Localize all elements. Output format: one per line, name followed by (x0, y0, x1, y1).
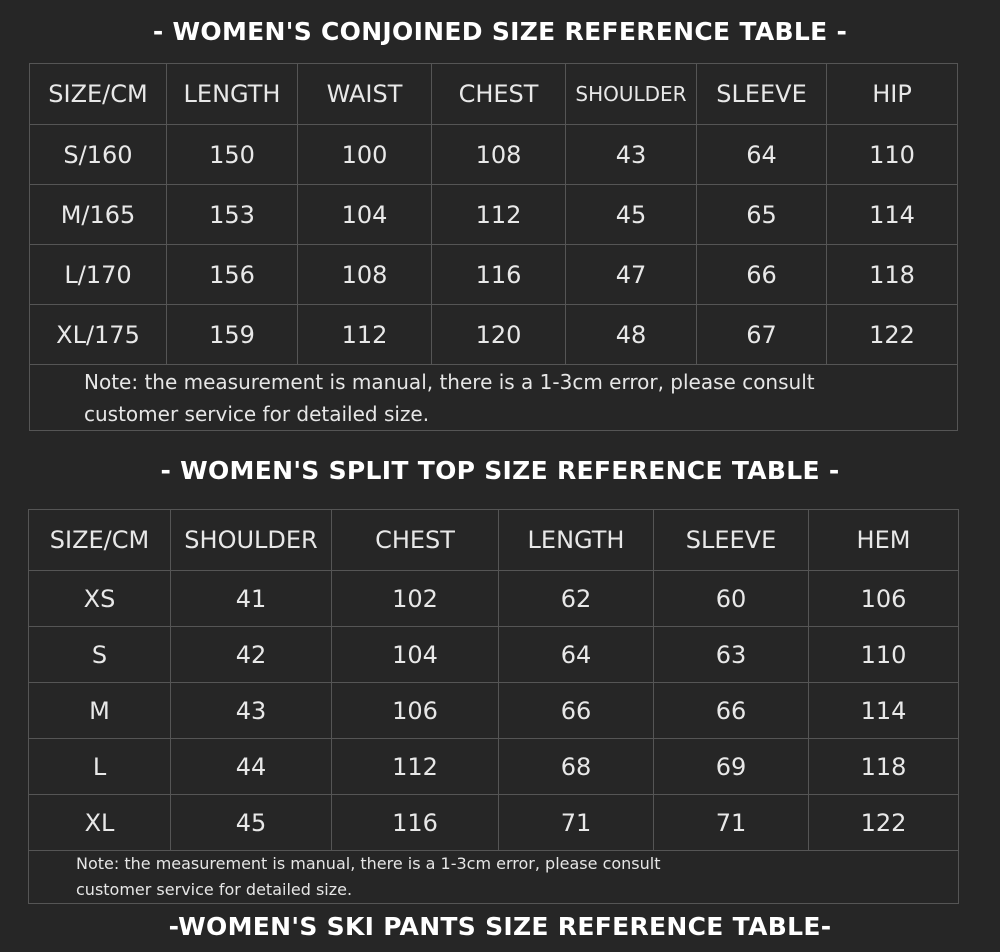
table-row (30, 185, 958, 245)
table-cell: 122 (809, 795, 959, 851)
table-cell: 63 (654, 627, 809, 683)
table-cell: 42 (171, 627, 332, 683)
table-cell: 104 (332, 627, 499, 683)
column-header: HIP (827, 64, 958, 125)
table-cell: 156 (167, 245, 298, 305)
table-cell: 106 (332, 683, 499, 739)
table-cell: 106 (809, 571, 959, 627)
table-cell: 150 (167, 125, 298, 185)
table-cell: 153 (167, 185, 298, 245)
table-row (30, 305, 958, 365)
note-line: customer service for detailed size. (76, 880, 353, 899)
column-header: SLEEVE (697, 64, 827, 125)
column-header: SLEEVE (654, 510, 809, 571)
table-cell: 47 (566, 245, 697, 305)
table-cell: L/170 (30, 245, 167, 305)
table-cell: 120 (432, 305, 566, 365)
table-cell: 64 (499, 627, 654, 683)
column-header: SIZE/CM (29, 510, 171, 571)
table-cell: 45 (171, 795, 332, 851)
measurement-note (29, 851, 959, 904)
table-cell: 116 (332, 795, 499, 851)
table-cell: 118 (809, 739, 959, 795)
table-row (29, 795, 959, 851)
table-cell: 104 (298, 185, 432, 245)
table-cell: 112 (332, 739, 499, 795)
column-header: CHEST (332, 510, 499, 571)
table-cell: 122 (827, 305, 958, 365)
table-cell: XL/175 (30, 305, 167, 365)
table-cell: 60 (654, 571, 809, 627)
split-top-table-title: - WOMEN'S SPLIT TOP SIZE REFERENCE TABLE - (160, 456, 840, 485)
table-row (29, 739, 959, 795)
table-cell: M (29, 683, 171, 739)
table-cell: 110 (809, 627, 959, 683)
column-header: CHEST (432, 64, 566, 125)
conjoined-size-table (29, 63, 958, 431)
table-row (29, 571, 959, 627)
table-row (29, 627, 959, 683)
table-header-row (30, 64, 958, 125)
note-line: Note: the measurement is manual, there is a 1-3cm error, please consult (76, 854, 661, 873)
table-cell: 68 (499, 739, 654, 795)
table-cell: 43 (171, 683, 332, 739)
table-cell: XS (29, 571, 171, 627)
conjoined-table-title: - WOMEN'S CONJOINED SIZE REFERENCE TABLE - (152, 17, 848, 46)
table-cell: 116 (432, 245, 566, 305)
table-cell: 69 (654, 739, 809, 795)
table-cell: 66 (654, 683, 809, 739)
table-cell: 67 (697, 305, 827, 365)
table-cell: 71 (654, 795, 809, 851)
table-cell: 66 (697, 245, 827, 305)
column-header: SHOULDER (171, 510, 332, 571)
table-cell: 114 (827, 185, 958, 245)
column-header: LENGTH (167, 64, 298, 125)
column-header: LENGTH (499, 510, 654, 571)
note-row (30, 365, 958, 431)
table-cell: 108 (432, 125, 566, 185)
table-cell: 43 (566, 125, 697, 185)
note-line: Note: the measurement is manual, there is a 1-3cm error, please consult (84, 369, 815, 394)
ski-pants-table-title: -WOMEN'S SKI PANTS SIZE REFERENCE TABLE- (168, 912, 832, 941)
table-cell: 112 (298, 305, 432, 365)
table-cell: L (29, 739, 171, 795)
table-cell: 44 (171, 739, 332, 795)
note-row (29, 851, 959, 904)
measurement-note (30, 365, 958, 431)
table-cell: 45 (566, 185, 697, 245)
table-cell: 114 (809, 683, 959, 739)
table-cell: 102 (332, 571, 499, 627)
table-row (30, 245, 958, 305)
column-header: SIZE/CM (30, 64, 167, 125)
note-line: customer service for detailed size. (84, 401, 430, 426)
table-cell: 100 (298, 125, 432, 185)
table-cell: M/165 (30, 185, 167, 245)
column-header: WAIST (298, 64, 432, 125)
table-cell: 118 (827, 245, 958, 305)
table-cell: 71 (499, 795, 654, 851)
table-cell: 62 (499, 571, 654, 627)
table-row (30, 125, 958, 185)
table-cell: 64 (697, 125, 827, 185)
table-cell: S/160 (30, 125, 167, 185)
table-row (29, 683, 959, 739)
table-cell: 41 (171, 571, 332, 627)
table-cell: 66 (499, 683, 654, 739)
table-cell: 48 (566, 305, 697, 365)
column-header: SHOULDER (566, 64, 697, 125)
split-top-size-table (28, 509, 959, 904)
table-cell: 112 (432, 185, 566, 245)
table-cell: XL (29, 795, 171, 851)
table-cell: 108 (298, 245, 432, 305)
column-header: HEM (809, 510, 959, 571)
table-header-row (29, 510, 959, 571)
table-cell: 110 (827, 125, 958, 185)
table-cell: 159 (167, 305, 298, 365)
table-cell: S (29, 627, 171, 683)
table-cell: 65 (697, 185, 827, 245)
